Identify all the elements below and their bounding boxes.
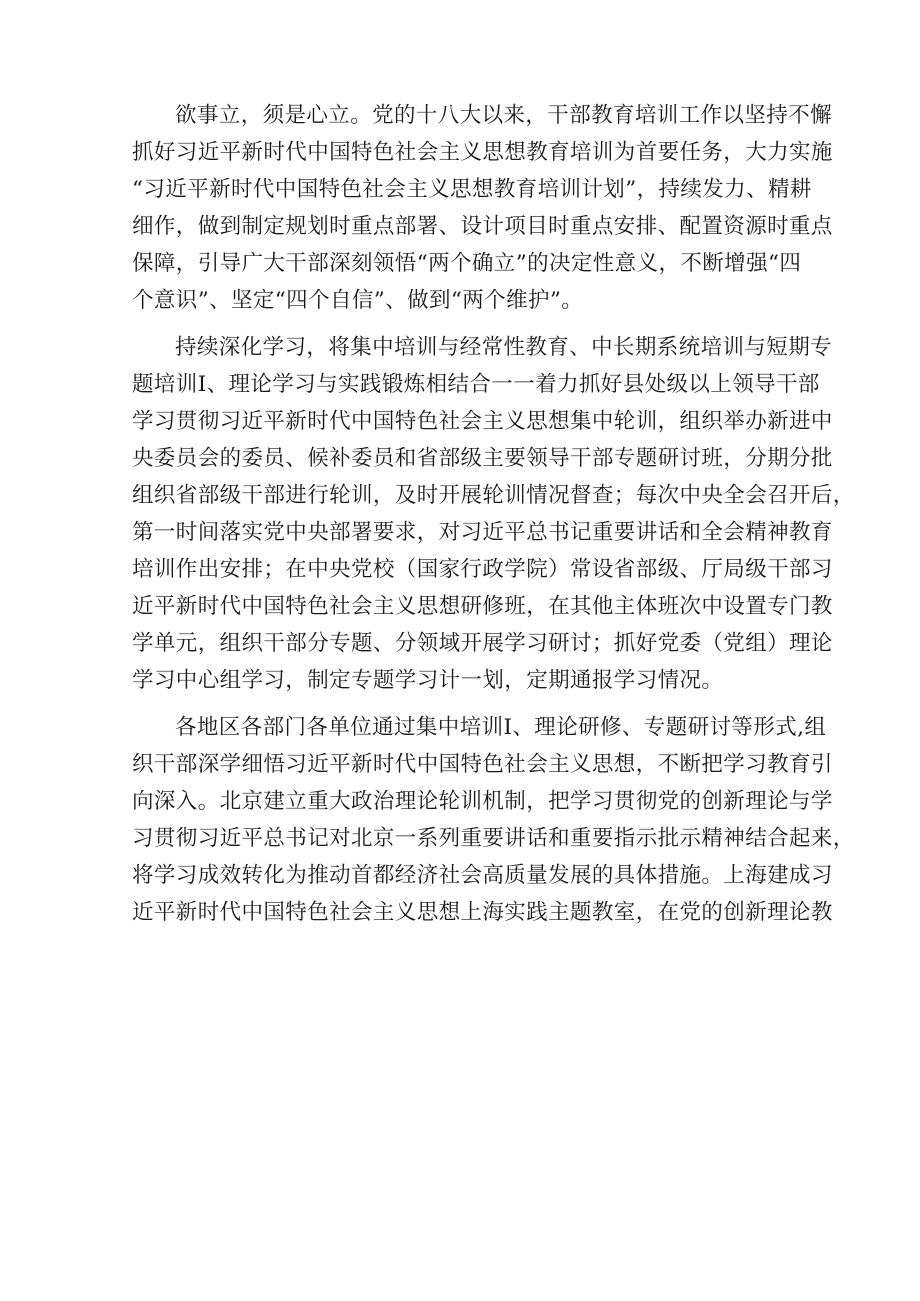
text-line: 学单元，组织干部分专题、分领域开展学习研讨；抓好党委（党组）理论 (132, 631, 833, 656)
paragraph-3 (132, 709, 855, 931)
text-line: 保障，引导广大干部深刻领悟“两个确立”的决定性意义，不断增强“四 (132, 251, 802, 276)
text-line: 学习贯彻习近平新时代中国特色社会主义思想集中轮训，组织举办新进中 (132, 409, 833, 434)
paragraph-1 (132, 97, 833, 319)
text-line: 习贯彻习近平总书记对北京一系列重要讲话和重要指示批示精神结合起来， (132, 826, 855, 851)
text-line: 持续深化学习，将集中培训与经常性教育、中长期系统培训与短期专 (175, 335, 833, 360)
text-line: “习近平新时代中国特色社会主义思想教育培训计划”，持续发力、精耕 (132, 177, 812, 202)
text-line: 将学习成效转化为推动首都经济社会高质量发展的具体措施。上海建成习 (132, 863, 833, 888)
document-body (132, 97, 855, 931)
text-line: 抓好习近平新时代中国特色社会主义思想教育培训为首要任务，大力实施 (132, 140, 833, 165)
paragraph-2 (132, 329, 855, 699)
text-line: 个意识”、坚定“四个自信”、做到“两个维护”。 (132, 288, 584, 313)
text-line: 学习中心组学习，制定专题学习计一划，定期通报学习情况。 (132, 668, 724, 693)
text-line: 近平新时代中国特色社会主义思想研修班，在其他主体班次中设置专门教 (132, 594, 833, 619)
text-line: 组织省部级干部进行轮训，及时开展轮训情况督查；每次中央全会召开后， (132, 483, 855, 508)
text-line: 近平新时代中国特色社会主义思想上海实践主题教室，在党的创新理论教 (132, 900, 833, 925)
text-line: 第一时间落实党中央部署要求，对习近平总书记重要讲话和全会精神教育 (132, 520, 833, 545)
text-line: 央委员会的委员、候补委员和省部级主要领导干部专题研讨班，分期分批 (132, 446, 833, 471)
text-line: 细作，做到制定规划时重点部署、设计项目时重点安排、配置资源时重点 (132, 214, 833, 239)
text-line: 织干部深学细悟习近平新时代中国特色社会主义思想，不断把学习教育引 (132, 752, 833, 777)
text-line: 向深入。北京建立重大政治理论轮训机制，把学习贯彻党的创新理论与学 (132, 789, 833, 814)
text-line: 各地区各部门各单位通过集中培训Ⅰ、理论研修、专题研讨等形式,组 (175, 715, 827, 740)
text-line: 培训作出安排；在中央党校（国家行政学院）常设省部级、厅局级干部习 (132, 557, 833, 582)
text-line: 欲事立，须是心立。党的十八大以来，干部教育培训工作以坚持不懈 (175, 103, 833, 128)
text-line: 题培训Ⅰ、理论学习与实践锻炼相结合一一着力抓好县处级以上领导干部 (132, 372, 820, 397)
